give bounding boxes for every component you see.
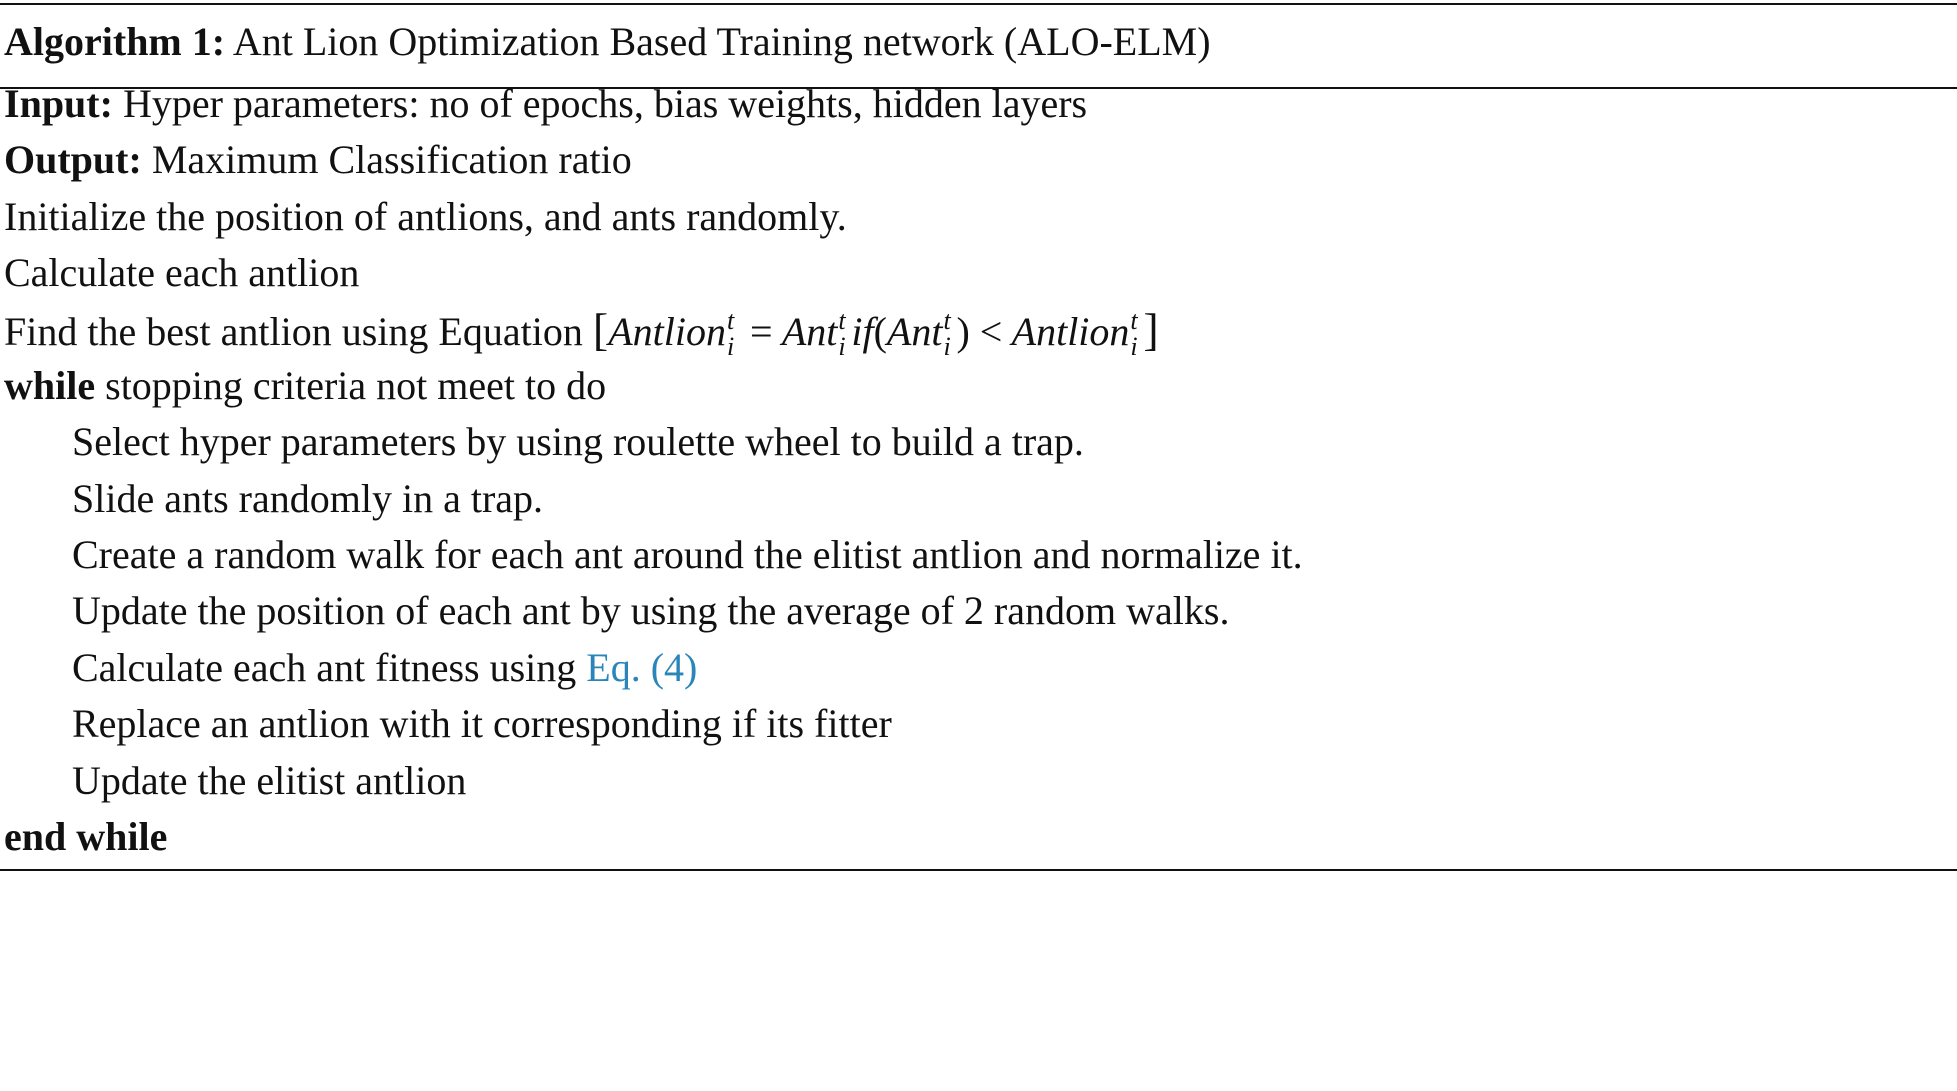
- fitness-prefix: Calculate each ant fitness using: [72, 645, 577, 690]
- find-best-prefix: Find the best antlion using Equation: [4, 309, 583, 354]
- step-find-best: [4, 306, 1159, 360]
- input-label: Input:: [4, 81, 113, 126]
- caption-text: Ant Lion Optimization Based Training network (ALO-ELM): [232, 19, 1211, 64]
- eq-ant-1: Ant: [781, 309, 838, 354]
- loop-step-update-elitist: Update the elitist antlion: [72, 758, 467, 803]
- loop-step-random-walk: Create a random walk for each ant around the elitist antlion and normalize it.: [72, 532, 1303, 577]
- algorithm-caption: [4, 18, 1211, 66]
- output-line: [4, 136, 632, 184]
- loop-step-fitness: [72, 644, 697, 692]
- eq-ant-2: Ant: [886, 309, 943, 354]
- while-keyword: while: [4, 363, 96, 408]
- eq-equals: =: [749, 309, 773, 354]
- output-text: Maximum Classification ratio: [151, 137, 632, 182]
- input-line: [4, 80, 1087, 128]
- best-antlion-equation: [592, 304, 1159, 361]
- equation-4-link[interactable]: Eq. (4): [586, 645, 698, 690]
- while-line: [4, 362, 606, 410]
- eq-open-paren: (: [873, 309, 887, 354]
- loop-step-update-position: Update the position of each ant by using the average of 2 random walks.: [72, 588, 1230, 633]
- bottom-rule: [0, 869, 1957, 871]
- eq-close-bracket: ]: [1143, 304, 1159, 355]
- loop-step-replace: Replace an antlion with it corresponding if its fitter: [72, 701, 892, 746]
- output-label: Output:: [4, 137, 142, 182]
- step-initialize: Initialize the position of antlions, and ants randomly.: [4, 194, 847, 239]
- eq-antlion-1: Antlion: [608, 309, 726, 354]
- eq-less-than: <: [979, 309, 1003, 354]
- input-text: Hyper parameters: no of epochs, bias weights, hidden layers: [122, 81, 1088, 126]
- end-while: end while: [4, 814, 168, 859]
- eq-if: if: [851, 309, 874, 354]
- eq-index-4: t i: [1130, 305, 1138, 361]
- loop-step-slide: Slide ants randomly in a trap.: [72, 476, 544, 521]
- top-rule: [0, 3, 1957, 5]
- eq-index-1: t i: [726, 305, 735, 361]
- eq-close-paren: ): [956, 309, 970, 354]
- eq-open-bracket: [: [592, 304, 609, 355]
- eq-index-3: t i: [943, 305, 951, 361]
- eq-antlion-2: Antlion: [1011, 309, 1130, 354]
- while-condition: stopping criteria not meet to do: [105, 363, 607, 408]
- caption-label: Algorithm 1:: [4, 19, 226, 64]
- step-calculate-antlion: Calculate each antlion: [4, 250, 360, 295]
- loop-step-select: Select hyper parameters by using roulette wheel to build a trap.: [72, 419, 1084, 464]
- eq-index-2: t i: [838, 305, 846, 361]
